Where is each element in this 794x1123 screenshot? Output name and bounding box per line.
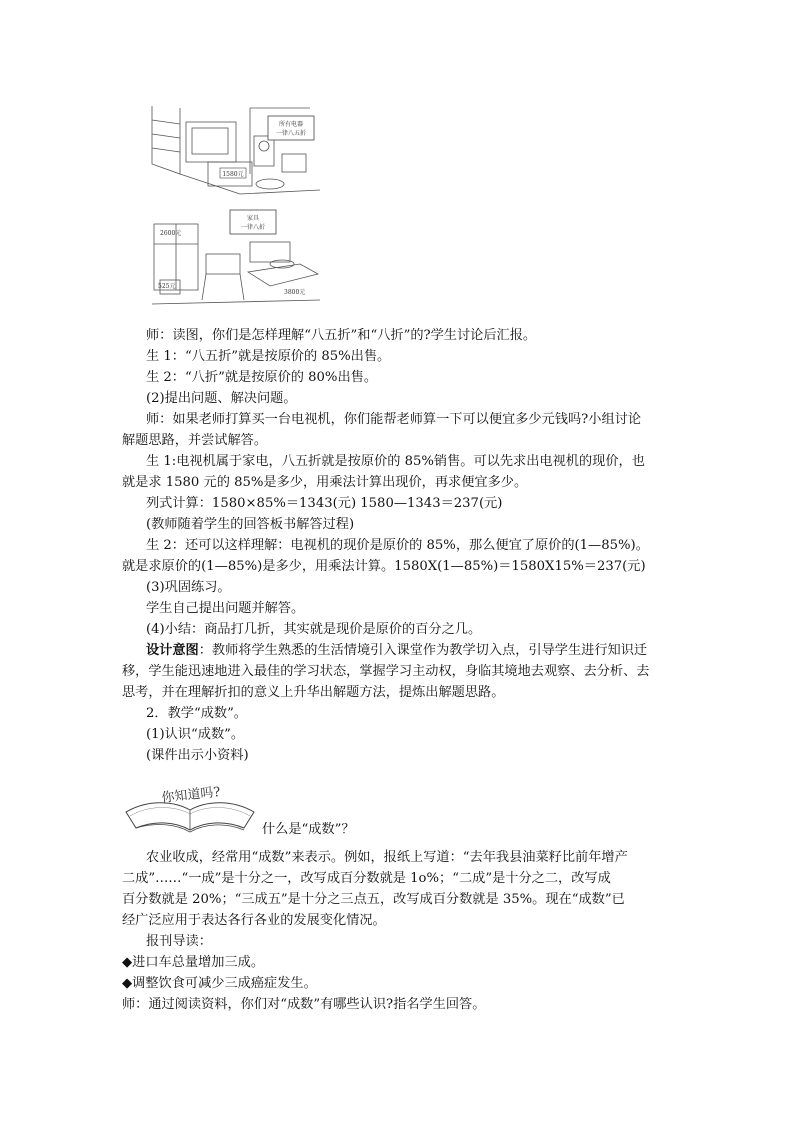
text-line: 师：通过阅读资料，你们对“成数”有哪些认识?指名学生回答。 (122, 997, 486, 1012)
text-line: 思考，并在理解折扣的意义上升华出解题方法，提炼出解题思路。 (122, 685, 505, 700)
text-line: 生 1：“八五折”就是按原价的 85%出售。 (146, 349, 391, 364)
guide-item: ◆进口车总量增加三成。 (122, 955, 265, 970)
text-line: (2)提出问题、解决问题。 (146, 391, 297, 406)
design-intent-line (146, 641, 647, 661)
text-line: 农业收成，经常用“成数”来表示。例如，报纸上写道：“去年我县油菜籽比前年增产 (146, 850, 628, 865)
text-line: (1)认识“成数”。 (146, 727, 245, 742)
sign-furniture-line1: 家具 (246, 215, 260, 222)
price-table: 525元 (158, 283, 176, 290)
text-line: 经广泛应用于表达各行各业的发展变化情况。 (122, 913, 386, 928)
design-intent-text: ：教师将学生熟悉的生活情境引入课堂作为教学切入点，引导学生进行知识迁 (198, 643, 648, 658)
store-illustration (150, 104, 322, 316)
text-line: 师：读图，你们是怎样理解“八五折”和“八折”的?学生讨论后汇报。 (146, 328, 537, 343)
text-line: (3)巩固练习。 (146, 580, 231, 595)
text-line: 移，学生能迅速地进入最佳的学习状态，掌握学习主动权，身临其境地去观察、去分析、去 (122, 664, 650, 679)
sign-furniture-line2: 一律八折 (240, 224, 266, 231)
text-line: 就是求原价的(1—85%)是多少，用乘法计算。1580X(1—85%)＝1580X15%＝237(元) (122, 559, 646, 574)
text-line: 学生自己提出问题并解答。 (146, 601, 305, 616)
text-line: 百分数就是 20%；“三成五”是十分之三点五，改写成百分数就是 35%。现在“成数”已 (122, 892, 625, 907)
guide-title: 报刊导读： (146, 934, 212, 949)
text-line: 解题思路，并尝试解答。 (122, 433, 268, 448)
book-illustration (120, 772, 260, 834)
sign-appliances-line2: 一律八五折 (275, 130, 307, 137)
design-intent-label: 设计意图 (146, 643, 199, 658)
price-wardrobe: 2600元 (160, 230, 182, 237)
sign-appliances-line1: 所有电器 (278, 121, 304, 128)
text-line: 二成”……“一成”是十分之一，改写成百分数就是 1o%；“二成”是十分之二，改写成 (122, 871, 611, 886)
section-heading: 2．教学“成数”。 (146, 706, 247, 721)
text-line: 就是求 1580 元的 85%是多少，用乘法计算出现价，再求便宜多少。 (122, 475, 528, 490)
price-tv: 1580元 (222, 171, 244, 178)
text-line: (课件出示小资料) (146, 748, 249, 763)
text-line: (教师随着学生的回答板书解答过程) (146, 517, 355, 532)
text-line: 列式计算：1580×85%＝1343(元) 1580—1343＝237(元) (146, 496, 503, 511)
book-text: 你知道吗? (160, 784, 222, 806)
guide-item: ◆调整饮食可减少三成癌症发生。 (122, 976, 317, 991)
text-line: 生 1:电视机属于家电，八五折就是按原价的 85%销售。可以先求出电视机的现价，也 (146, 454, 645, 469)
text-line: 生 2：“八折”就是按原价的 80%出售。 (146, 370, 378, 385)
text-line: 师：如果老师打算买一台电视机，你们能帮老师算一下可以便宜多少元钱吗?小组讨论 (146, 412, 642, 427)
text-line: 生 2：还可以这样理解：电视机的现价是原价的 85%，那么便宜了原价的(1—85%)。 (146, 538, 649, 553)
text-line: (4)小结：商品打几折，其实就是现价是原价的百分之几。 (146, 622, 482, 637)
price-bed: 3800元 (284, 289, 306, 296)
question-line: 什么是“成数”？ (262, 822, 355, 837)
